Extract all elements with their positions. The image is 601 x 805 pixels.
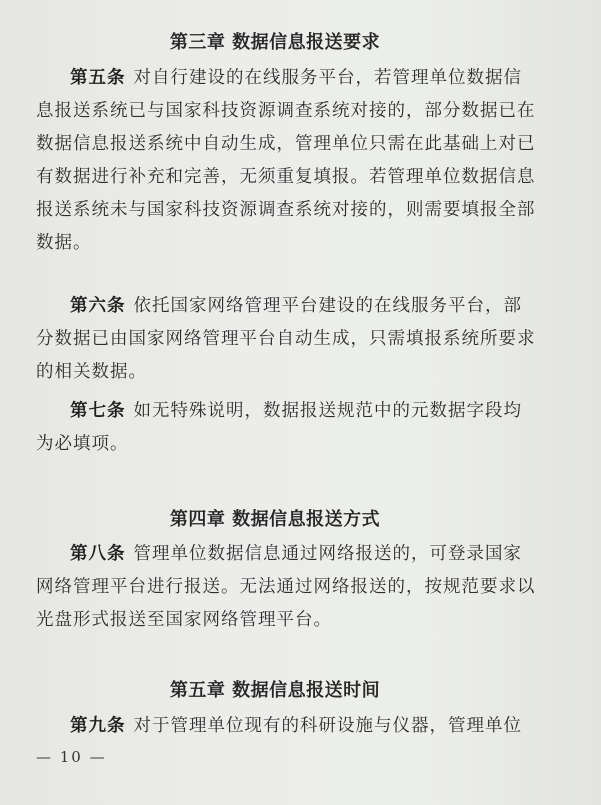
article-8-text: 管理单位数据信息通过网络报送的，可登录国家网络管理平台进行报送。无法通过网络报送的，按规范要求以光盘形式报送至国家网络管理平台。: [36, 544, 536, 630]
article-7-text: 如无特殊说明，数据报送规范中的元数据字段均为必填项。: [36, 401, 522, 454]
chapter-3-title: 第三章 数据信息报送要求: [169, 32, 381, 53]
article-6-lead: 第六条: [70, 296, 126, 316]
page-number: — 10 —: [36, 748, 107, 766]
article-9-lead: 第九条: [70, 716, 126, 736]
article-5-text: 对自行建设的在线服务平台，若管理单位数据信息报送系统已与国家科技资源调查系统对接的，部分数据已在数据信息报送系统中自动生成，管理单位只需在此基础上对已有数据进行补充和完善，无须重复填报。若管理单位数据信息报送系统未与国家科技资源调查系统对接的，则需要填报全部数据。: [36, 68, 536, 253]
chapter-5-title: 第五章 数据信息报送时间: [169, 680, 381, 701]
article-7-lead: 第七条: [70, 401, 126, 421]
chapter-4-title: 第四章 数据信息报送方式: [169, 509, 381, 530]
article-5: [36, 62, 536, 260]
article-7: [36, 395, 536, 461]
article-9: [36, 710, 536, 743]
article-6-text: 依托国家网络管理平台建设的在线服务平台，部分数据已由国家网络管理平台自动生成，只需填报系统所要求的相关数据。: [36, 296, 536, 382]
article-6: [36, 290, 536, 389]
article-8: [36, 538, 536, 637]
article-9-text: 对于管理单位现有的科研设施与仪器，管理单位: [133, 716, 522, 736]
article-8-lead: 第八条: [70, 544, 126, 564]
article-5-lead: 第五条: [70, 68, 126, 88]
